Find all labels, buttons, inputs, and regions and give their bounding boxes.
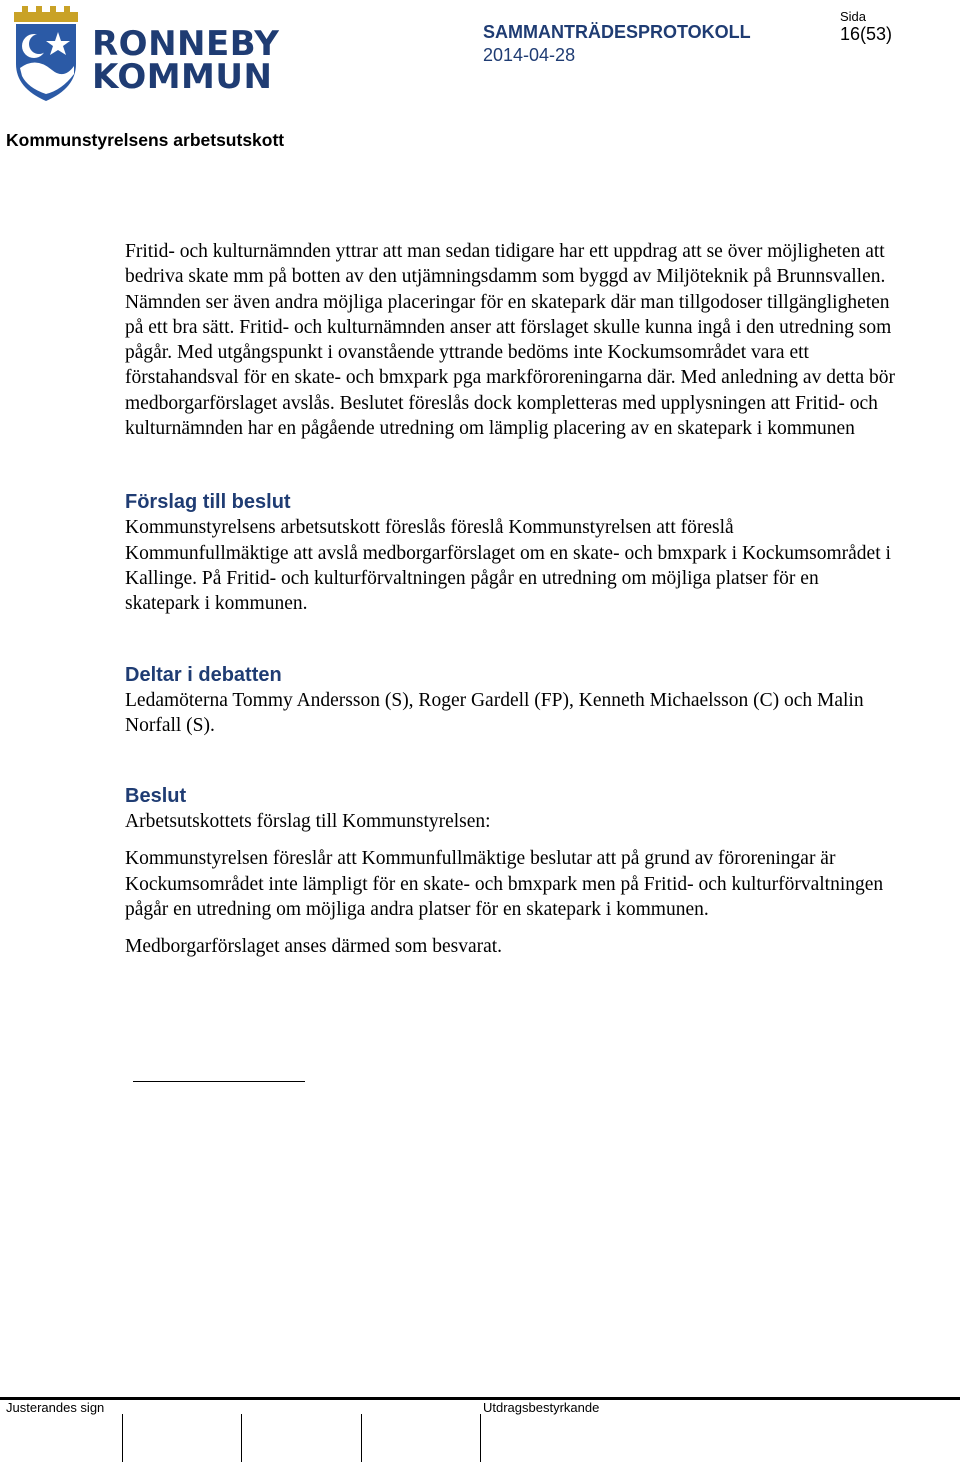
- proposal-heading: Förslag till beslut: [125, 491, 291, 514]
- decision-paragraph: Kommunstyrelsen föreslår att Kommunfullmäktige beslutar att på grund av föroreningar är Kockumsområdet inte lämpligt för en skate- och bmxpark men på Fritid- och kulturförvaltningen pågår en utredning om möjliga andra platser för en skatepark i kommunen.: [125, 848, 884, 921]
- page-label: Sida: [840, 9, 867, 24]
- sign-box-divider: [361, 1414, 362, 1462]
- ronneby-logo: [12, 4, 280, 104]
- closing-paragraph: Medborgarförslaget anses därmed som besvarat.: [125, 936, 503, 958]
- logo-line-2: KOMMUN: [92, 57, 273, 97]
- intro-paragraph: Fritid- och kulturnämnden yttrar att man sedan tidigare har ett uppdrag att se över möjligheten att bedriva skate mm på botten av den utjämningsdamm som byggd av Miljöteknik på Brunnsvallen. Nämnden ser även andra möjliga placeringar för en skatepark där man tillgodoser tillgängligheten på ett bra sätt. Fritid- och kulturnämnden anser att förslaget skulle kunna ingå i den utredning som pågår. Med utgångspunkt i ovanstående yttrande bedöms inte Kockumsområdet vara ett förstahandsval för en skate- och bmxpark pga markföroreningarna där. Med anledning av detta bör medborgarförslaget avslås. Beslutet föreslås dock kompletteras med upplysningen att Fritid- och kulturnämnden har en pågående utredning om lämplig placering av en skatepark i kommunen: [125, 241, 895, 440]
- logo-wordmark: [92, 24, 280, 97]
- sign-box-divider: [241, 1414, 242, 1462]
- extract-label: Utdragsbestyrkande: [483, 1400, 600, 1415]
- footer-rule: [0, 1397, 960, 1400]
- logo-line-1: RONNEBY: [92, 24, 280, 64]
- protocol-title: SAMMANTRÄDESPROTOKOLL: [483, 22, 751, 42]
- debate-paragraph: Ledamöterna Tommy Andersson (S), Roger Gardell (FP), Kenneth Michaelsson (C) och Malin Norfall (S).: [125, 689, 864, 736]
- signature-divider: [133, 1081, 305, 1082]
- committee-name: Kommunstyrelsens arbetsutskott: [6, 130, 285, 150]
- sign-box-divider: [480, 1414, 481, 1462]
- debate-heading: Deltar i debatten: [125, 663, 282, 686]
- decision-intro: Arbetsutskottets förslag till Kommunstyrelsen:: [125, 811, 491, 833]
- protocol-date: 2014-04-28: [483, 45, 576, 65]
- coat-of-arms-icon: [12, 4, 82, 104]
- document-body: [125, 239, 895, 960]
- page-number: 16(53): [840, 24, 893, 44]
- proposal-paragraph: Kommunstyrelsens arbetsutskott föreslås föreslå Kommunstyrelsen att föreslå Kommunfullmäktige att avslå medborgarförslaget om en skate- och bmxpark i Kockumsområdet i Kallinge. På Fritid- och kulturförvaltningen pågår en utredning om möjliga platser för en skatepark i kommunen.: [125, 517, 891, 615]
- sign-label: Justerandes sign: [6, 1400, 105, 1415]
- sign-box-divider: [122, 1414, 123, 1462]
- decision-heading: Beslut: [125, 785, 187, 808]
